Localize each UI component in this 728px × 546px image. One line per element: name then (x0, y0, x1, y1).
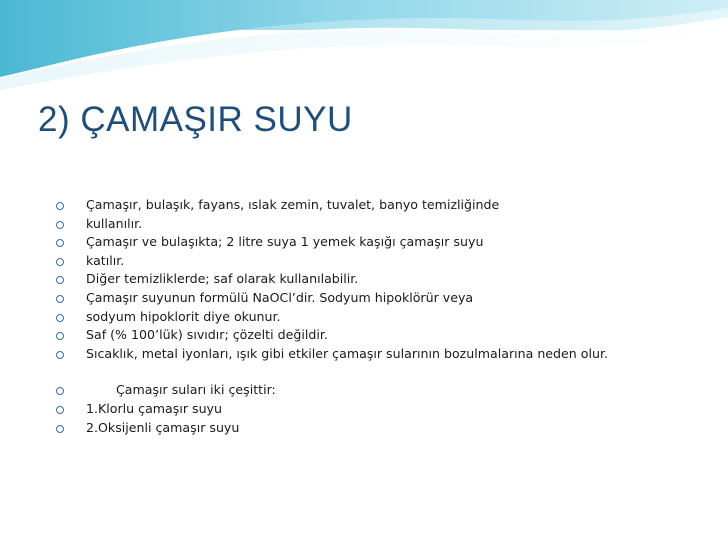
list-item (56, 196, 656, 215)
list-item-text: Çamaşır ve bulaşıkta; 2 litre suya 1 yemek kaşığı çamaşır suyu (86, 234, 484, 250)
bullet-circle-icon (56, 258, 64, 266)
list-item-text: 2.Oksijenli çamaşır suyu (86, 419, 240, 435)
bullet-circle-icon (56, 425, 64, 433)
bullet-circle-icon (56, 351, 64, 359)
list-item (56, 270, 656, 289)
list-item-text: 1.Klorlu çamaşır suyu (86, 400, 222, 416)
list-item (56, 308, 656, 327)
list-item-text: Sıcaklık, metal iyonları, ışık gibi etkiler çamaşır sularının bozulmalarına neden olur. (86, 345, 608, 361)
bullet-circle-icon (56, 276, 64, 284)
bullet-list (56, 196, 656, 437)
list-item-text: sodyum hipoklorit diye okunur. (86, 308, 281, 324)
bullet-circle-icon (56, 202, 64, 210)
list-item (56, 326, 656, 345)
list-item-text: Çamaşır suyunun formülü NaOCl’dir. Sodyum hipoklörür veya (86, 289, 474, 305)
bullet-circle-icon (56, 314, 64, 322)
bullet-circle-icon (56, 387, 64, 395)
list-item (56, 289, 656, 308)
list-item (56, 419, 656, 438)
bullet-circle-icon (56, 295, 64, 303)
list-item (56, 381, 656, 400)
header-wave-decoration (0, 0, 728, 90)
list-item-text: Diğer temizliklerde; saf olarak kullanılabilir. (86, 271, 359, 287)
bullet-circle-icon (56, 406, 64, 414)
bullet-circle-icon (56, 332, 64, 340)
list-item (56, 345, 666, 364)
list-item-text: Saf (% 100’lük) sıvıdır; çözelti değildir. (86, 327, 328, 343)
list-item-text: Çamaşır suları iki çeşittir: (116, 382, 276, 398)
list-item (56, 215, 656, 234)
slide-title: 2) ÇAMAŞIR SUYU (38, 100, 353, 139)
bullet-circle-icon (56, 221, 64, 229)
list-item-text: Çamaşır, bulaşık, fayans, ıslak zemin, tuvalet, banyo temizliğinde (86, 197, 500, 212)
list-item-text: katılır. (86, 252, 125, 268)
list-item (56, 233, 656, 252)
list-item-text: kullanılır. (86, 215, 143, 231)
list-item (56, 252, 656, 271)
list-item (56, 400, 656, 419)
bullet-circle-icon (56, 239, 64, 247)
